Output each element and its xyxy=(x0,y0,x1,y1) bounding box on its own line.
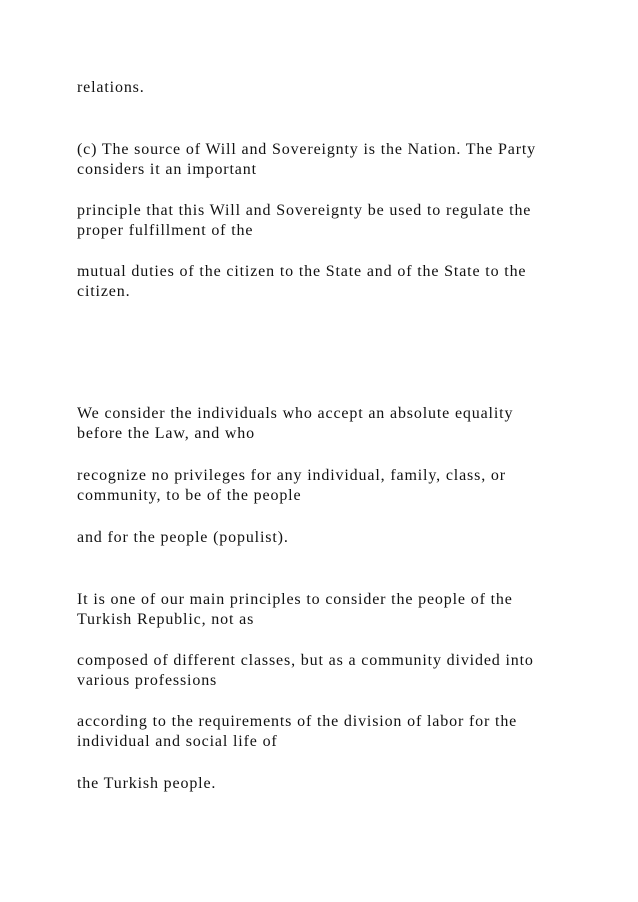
paragraph-relations xyxy=(77,78,577,98)
paragraph-mutual-duties xyxy=(77,262,577,302)
text-line: citizen. xyxy=(77,283,131,300)
text-line: and for the people (populist). xyxy=(77,529,289,546)
text-line: proper fulfillment of the xyxy=(77,222,254,239)
paragraph-turkish-people xyxy=(77,774,577,794)
paragraph-no-privileges xyxy=(77,466,577,506)
text-line: We consider the individuals who accept an absolute equality xyxy=(77,405,514,422)
text-line: before the Law, and who xyxy=(77,425,256,442)
text-line: community, to be of the people xyxy=(77,487,302,504)
text-line: recognize no privileges for any individual, family, class, or xyxy=(77,467,506,484)
text-line: It is one of our main principles to consider the people of the xyxy=(77,591,513,608)
text-line: principle that this Will and Sovereignty be used to regulate the xyxy=(77,202,532,219)
text-line: according to the requirements of the division of labor for the xyxy=(77,713,518,730)
text-line: relations. xyxy=(77,79,145,96)
paragraph-division-of-labor xyxy=(77,712,577,752)
text-line: mutual duties of the citizen to the State and of the State to the xyxy=(77,263,527,280)
text-line: various professions xyxy=(77,672,218,689)
text-line: considers it an important xyxy=(77,161,257,178)
paragraph-principle-will xyxy=(77,201,577,241)
text-line: individual and social life of xyxy=(77,733,278,750)
paragraph-populist xyxy=(77,528,577,548)
paragraph-different-classes xyxy=(77,651,577,691)
text-line: the Turkish people. xyxy=(77,775,217,792)
text-line: composed of different classes, but as a community divided into xyxy=(77,652,534,669)
paragraph-source-of-will xyxy=(77,140,577,180)
text-line: (c) The source of Will and Sovereignty is the Nation. The Party xyxy=(77,141,537,158)
paragraph-absolute-equality xyxy=(77,404,577,444)
text-line: Turkish Republic, not as xyxy=(77,611,255,628)
paragraph-main-principles xyxy=(77,590,577,630)
